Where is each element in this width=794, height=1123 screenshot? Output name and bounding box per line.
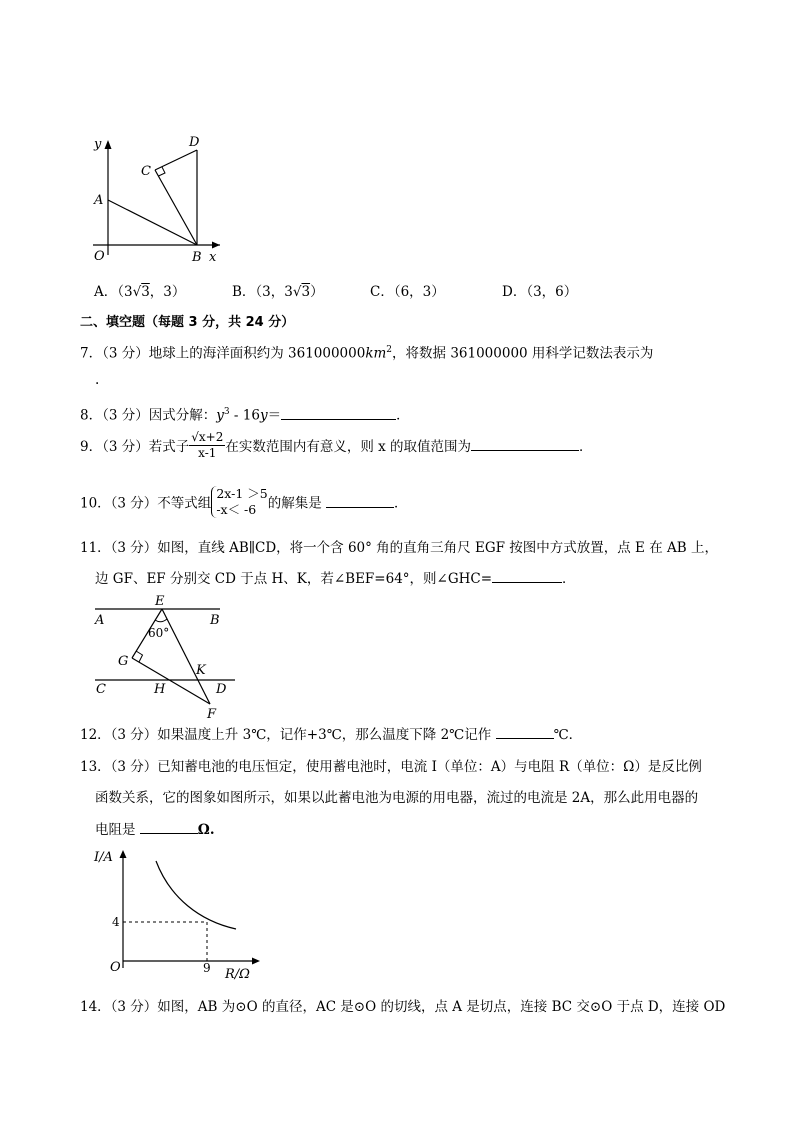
question-9: 9．（3 分）若式子 $\frac{√x+2}{x-1}$ 在实数范围内有意义，则 x 的取值范围为 ．: [80, 430, 593, 460]
origin-label: O: [110, 960, 121, 975]
label-y: y: [94, 137, 102, 152]
question-7: 7．（3 分）地球上的海洋面积约为 $361000000km^2$，将数据 361000000 用科学记数法表示为: [80, 345, 654, 362]
question-13: 13．（3 分）已知蓄电池的电压恒定，使用蓄电池时，电流 I（单位：A）与电阻 R（单位：Ω）是反比例: [80, 759, 702, 775]
sqrt-icon: √: [132, 284, 142, 300]
question-13-line3: 电阻是 Ω.: [95, 819, 215, 840]
label-d: D: [189, 135, 200, 150]
answer-blank[interactable]: [492, 568, 562, 583]
option-a: A．（3√3，3）: [94, 284, 186, 300]
segment-cd: [155, 150, 197, 170]
label-g: G: [118, 654, 129, 669]
label-angle: 60°: [148, 626, 170, 640]
label-h: H: [154, 682, 166, 697]
label-c: C: [96, 682, 106, 697]
question-13-line2: 函数关系，它的图象如图所示，如果以此蓄电池为电源的用电器，流过的电流是 2A，那么此用电器的: [95, 790, 699, 806]
x-axis-arrow: [252, 958, 260, 965]
inverse-curve: [156, 861, 236, 929]
y-axis-arrow: [105, 140, 112, 149]
answer-blank[interactable]: [281, 405, 396, 420]
question-11-line2: 边 GF、EF 分别交 CD 于点 H、K，若∠BEF=64°，则∠GHC= ．: [95, 568, 576, 589]
label-o: O: [94, 249, 105, 264]
label-b: B: [210, 613, 220, 628]
answer-blank[interactable]: [326, 493, 394, 508]
answer-blank[interactable]: [140, 819, 198, 834]
label-x: x: [209, 250, 217, 265]
angle-arc: [155, 619, 167, 622]
sqrt-icon: √: [292, 284, 302, 300]
label-k: K: [196, 663, 206, 678]
x-axis-arrow: [212, 242, 220, 249]
label-b: B: [192, 250, 202, 265]
label-d: D: [216, 682, 227, 697]
section-title: 二、填空题（每题 3 分，共 24 分）: [80, 315, 295, 330]
question-7-line2: .: [95, 372, 100, 388]
parallel-lines-figure: [90, 592, 240, 722]
option-c: C．（6，3）: [370, 284, 445, 300]
x-label: R/Ω: [225, 967, 250, 982]
question-11: 11．（3 分）如图，直线 AB∥CD，将一个含 60° 角的直角三角尺 EGF 按图中方式放置，点 E 在 AB 上，: [80, 540, 718, 556]
question-12: 12．（3 分）如果温度上升 3℃，记作+3℃，那么温度下降 2℃记作 ℃．: [80, 724, 582, 745]
answer-blank[interactable]: [496, 724, 554, 739]
label-e: E: [155, 594, 165, 609]
option-d: D．（3，6）: [502, 284, 578, 300]
inverse-proportion-graph: [90, 843, 270, 983]
question-10: 10．（3 分）不等式组 2x-1 ＞5 -x＜ -6 的解集是 ．: [80, 486, 408, 517]
question-8: 8．（3 分）因式分解：$y^3 - 16y=$ ．: [80, 402, 410, 426]
coordinate-figure: [85, 130, 235, 265]
y-label: I/A: [94, 850, 113, 865]
label-c: C: [141, 164, 151, 179]
answer-blank[interactable]: [471, 436, 579, 451]
y-tick-label: 4: [112, 915, 120, 929]
label-a: A: [95, 613, 105, 628]
label-f: F: [207, 707, 217, 722]
y-axis-arrow: [120, 850, 127, 858]
x-tick-label: 9: [203, 961, 211, 975]
option-b: B．（3，3√3）: [232, 284, 324, 300]
question-14: 14．（3 分）如图，AB 为⊙O 的直径，AC 是⊙O 的切线，点 A 是切点，连接 BC 交⊙O 于点 D，连接 OD: [80, 999, 726, 1015]
segment-ab: [108, 200, 197, 245]
fraction: $\frac{√x+2}{x-1}$: [191, 430, 224, 460]
label-a: A: [94, 193, 104, 208]
inequality-system: 2x-1 ＞5 -x＜ -6: [211, 486, 267, 518]
